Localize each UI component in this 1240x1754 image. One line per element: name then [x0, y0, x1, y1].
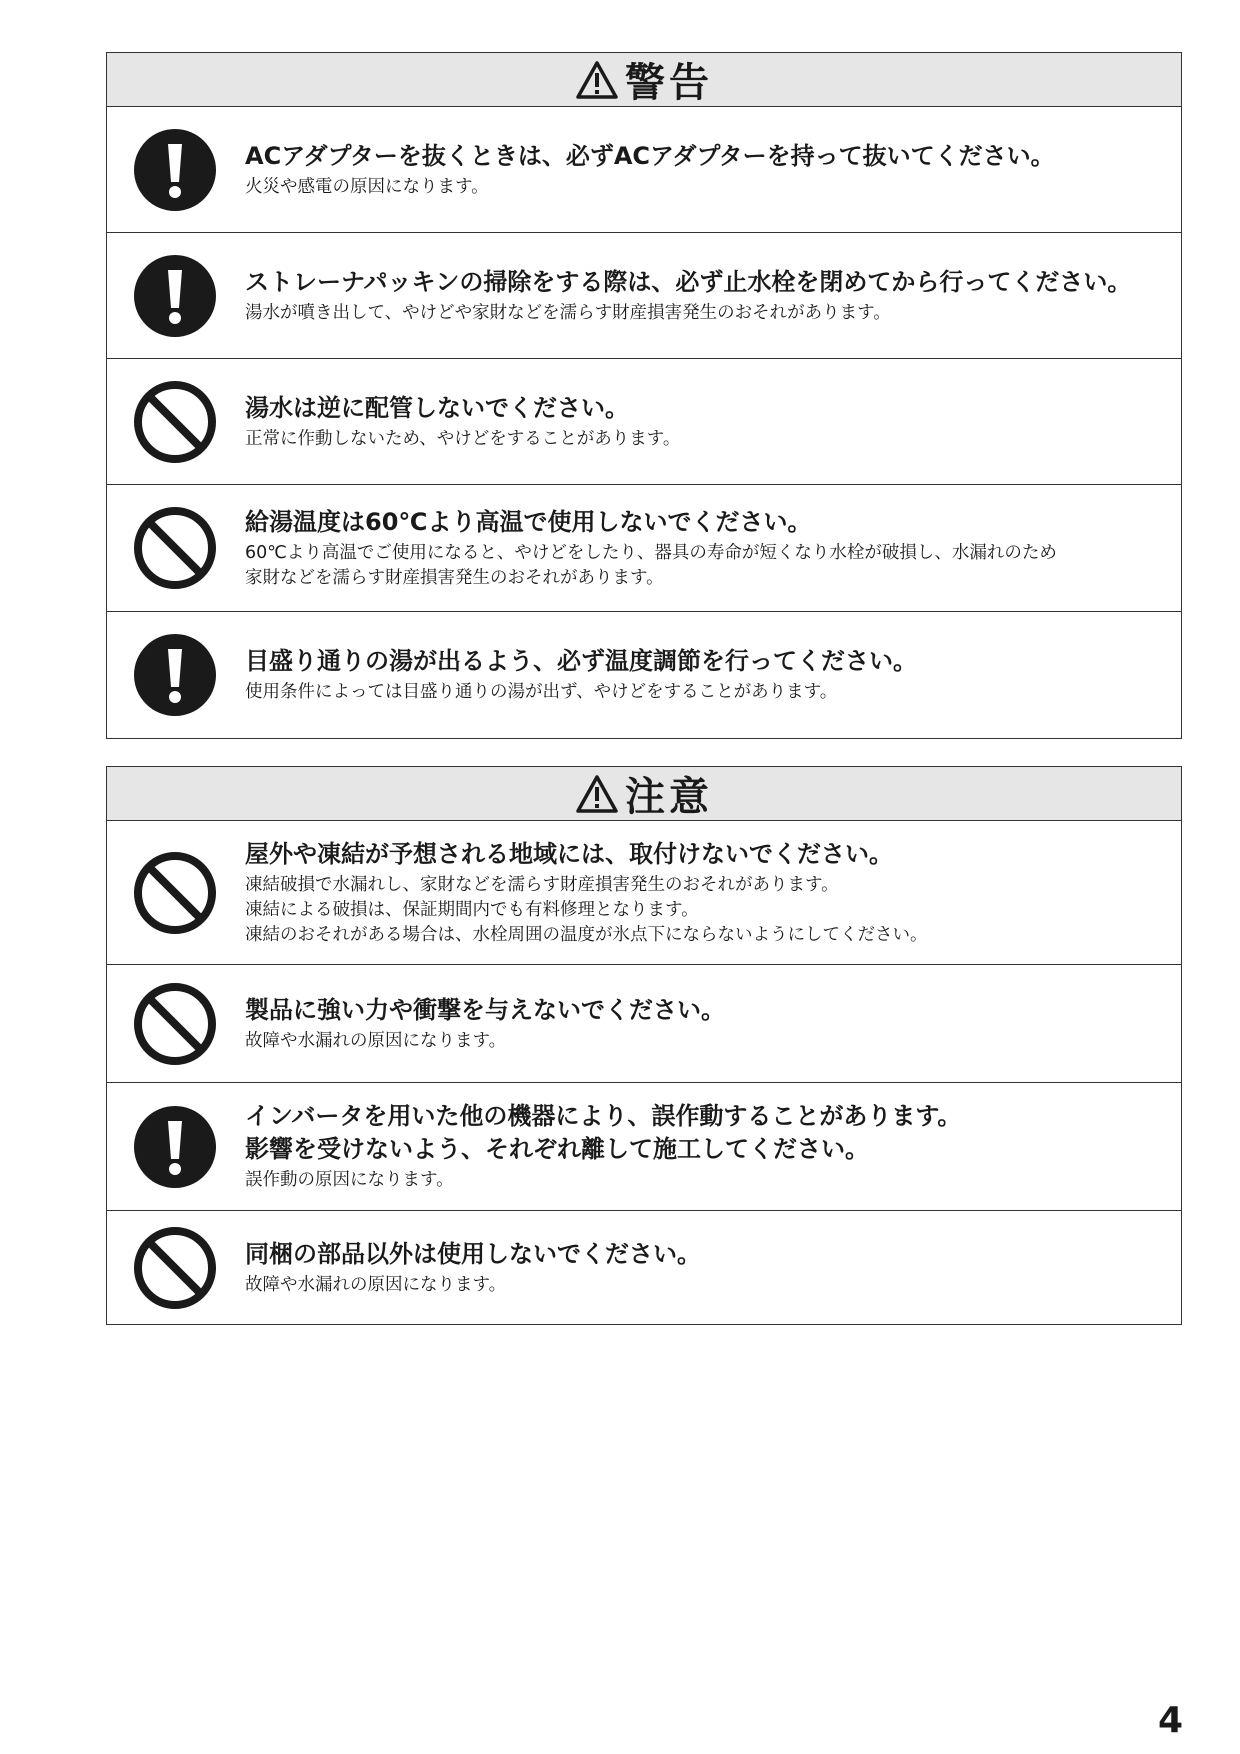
- warning-item: [107, 485, 1181, 612]
- caution-item-note: 故障や水漏れの原因になります。: [245, 1274, 507, 1295]
- prohibited-icon: [133, 982, 217, 1066]
- prohibited-icon: [133, 1226, 217, 1310]
- prohibited-icon: [133, 380, 217, 464]
- caution-section: [106, 766, 1182, 1325]
- caution-item-note: 故障や水漏れの原因になります。: [245, 1030, 507, 1051]
- warning-item: [107, 612, 1181, 738]
- warning-item-title: 湯水は逆に配管しないでください。: [245, 393, 629, 422]
- warning-item: [107, 107, 1181, 233]
- caution-item: [107, 965, 1181, 1083]
- mandatory-icon: [133, 128, 217, 212]
- warning-item: [107, 233, 1181, 359]
- warning-section: [106, 52, 1182, 739]
- mandatory-icon: [133, 633, 217, 717]
- warning-header-label: 警告: [625, 60, 713, 106]
- warning-item-note: 火災や感電の原因になります。: [245, 176, 489, 197]
- page-number: 4: [1158, 1700, 1184, 1741]
- warning-item-title: ACアダプターを抜くときは、必ずACアダプターを持って抜いてください。: [245, 141, 1055, 170]
- caution-item-title: 屋外や凍結が予想される地域には、取付けないでください。: [245, 839, 893, 868]
- warning-item-note: 使用条件によっては目盛り通りの湯が出ず、やけどをすることがあります。: [245, 682, 838, 702]
- warning-item-note: 湯水が噴き出して、やけどや家財などを濡らす財産損害発生のおそれがあります。: [245, 302, 891, 323]
- caution-header: [107, 767, 1181, 821]
- caution-item: [107, 1083, 1181, 1211]
- prohibited-icon: [133, 851, 217, 935]
- warning-item-title: 給湯温度は60℃より高温で使用しないでください。: [245, 507, 812, 536]
- mandatory-icon: [133, 1105, 217, 1189]
- caution-item-title: インバータを用いた他の機器により、誤作動することがあります。 影響を受けないよう、それぞれ離して施工してください。: [245, 1102, 962, 1163]
- warning-item: [107, 359, 1181, 485]
- caution-item-title: 製品に強い力や衝撃を与えないでください。: [245, 995, 725, 1024]
- caution-item: [107, 821, 1181, 965]
- warning-item-title: 目盛り通りの湯が出るよう、必ず温度調節を行ってください。: [245, 647, 917, 675]
- prohibited-icon: [133, 506, 217, 590]
- warning-item-note: 正常に作動しないため、やけどをすることがあります。: [245, 428, 681, 449]
- caution-item-note: 凍結破損で水漏れし、家財などを濡らす財産損害発生のおそれがあります。 凍結による破損は、保証期間内でも有料修理となります。 凍結のおそれがある場合は、水栓周囲の温度が氷点下にならないようにしてください。: [245, 874, 928, 945]
- caution-header-label: 注意: [625, 774, 713, 820]
- caution-item-title: 同梱の部品以外は使用しないでください。: [245, 1239, 701, 1268]
- warning-header: [107, 53, 1181, 107]
- warning-triangle-icon: [575, 60, 619, 100]
- caution-item: [107, 1211, 1181, 1324]
- warning-triangle-icon: [575, 774, 619, 814]
- mandatory-icon: [133, 254, 217, 338]
- warning-item-title: ストレーナパッキンの掃除をする際は、必ず止水栓を閉めてから行ってください。: [245, 267, 1132, 296]
- warning-item-note: 60℃より高温でご使用になると、やけどをしたり、器具の寿命が短くなり水栓が破損し、水漏れのため 家財などを濡らす財産損害発生のおそれがあります。: [245, 542, 1057, 588]
- caution-item-note: 誤作動の原因になります。: [245, 1170, 454, 1190]
